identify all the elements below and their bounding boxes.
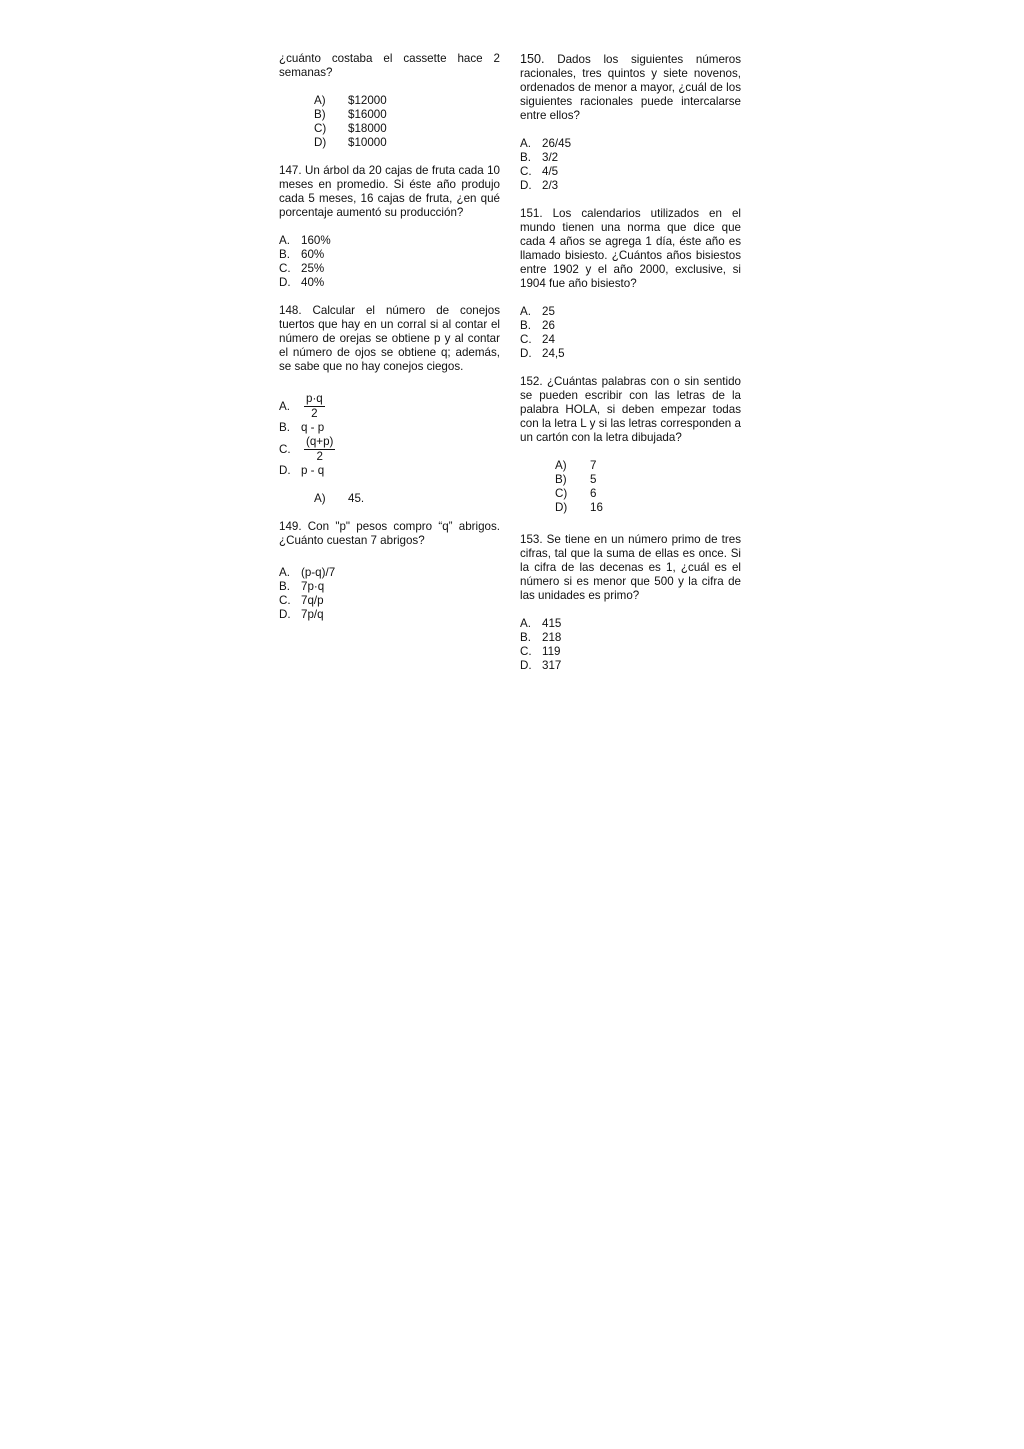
option-key: A. xyxy=(279,234,290,247)
option-key: D) xyxy=(555,501,568,514)
option-text: 317 xyxy=(542,659,562,672)
option-text: 218 xyxy=(542,631,562,644)
question-148-options xyxy=(279,392,500,478)
option-row xyxy=(279,262,500,276)
option-key: C. xyxy=(520,165,532,178)
question-151-options xyxy=(520,305,741,361)
option-text: 25% xyxy=(301,262,325,275)
option-row xyxy=(279,108,500,122)
option-key: D. xyxy=(520,347,532,360)
option-text: 2/3 xyxy=(542,179,559,192)
option-text: q - p xyxy=(301,421,325,434)
question-147: 147. Un árbol da 20 cajas de fruta cada 10 meses en promedio. Si éste año produjo cada 5 meses, 16 cajas de fruta, ¿en qué porcentaje aumentó su producción? xyxy=(279,164,500,219)
question-151: 151. Los calendarios utilizados en el mundo tienen una norma que dice que cada 4 años se agrega 1 día, éste año es llamado bisiesto. ¿Cuántos años bisiestos entre 1902 y el año 2000, exclusive, si 1904 fue año bisiesto? xyxy=(520,207,741,290)
option-row xyxy=(520,645,741,659)
option-row xyxy=(520,617,741,631)
question-150-options xyxy=(520,137,741,193)
option-text: 160% xyxy=(301,234,331,247)
option-row xyxy=(279,421,500,435)
option-row xyxy=(520,501,741,515)
option-key: D) xyxy=(314,136,327,149)
option-row xyxy=(279,136,500,150)
question-153-options xyxy=(520,617,741,673)
option-row xyxy=(520,473,741,487)
option-text: (p-q)/7 xyxy=(301,566,336,579)
option-key: B) xyxy=(314,108,326,121)
question-149-options xyxy=(279,566,500,622)
option-key: A. xyxy=(520,137,531,150)
fraction xyxy=(304,392,325,421)
fraction-numerator: p·q xyxy=(306,392,323,405)
option-text: 45. xyxy=(348,492,365,505)
option-text: $16000 xyxy=(348,108,387,121)
option-row xyxy=(279,392,500,421)
option-key: B. xyxy=(520,631,531,644)
option-key: C. xyxy=(279,594,291,607)
option-text: 16 xyxy=(590,501,603,514)
option-row xyxy=(279,435,500,464)
question-152: 152. ¿Cuántas palabras con o sin sentido se pueden escribir con las letras de la palabra HOLA, si deben empezar todas con la letra L y si las letras corresponden a un cartón con la letra dibujada? xyxy=(520,375,741,444)
option-text: 119 xyxy=(542,645,561,658)
option-key: C. xyxy=(279,262,291,275)
right-column xyxy=(520,52,741,687)
option-key: D. xyxy=(279,276,291,289)
option-text: 4/5 xyxy=(542,165,559,178)
question-number: 150. xyxy=(520,52,545,66)
option-key: B. xyxy=(520,151,531,164)
question-147-options xyxy=(279,234,500,290)
option-row xyxy=(520,165,741,179)
option-row xyxy=(520,151,741,165)
option-row xyxy=(279,248,500,262)
option-row xyxy=(279,122,500,136)
option-row xyxy=(520,631,741,645)
option-row xyxy=(279,234,500,248)
option-text: 7 xyxy=(590,459,597,472)
option-row xyxy=(520,347,741,361)
option-text: 415 xyxy=(542,617,562,630)
fraction xyxy=(304,435,335,464)
option-row xyxy=(279,492,500,506)
option-row xyxy=(520,659,741,673)
option-row xyxy=(520,137,741,151)
option-text: 24,5 xyxy=(542,347,565,360)
left-column xyxy=(279,52,500,636)
option-row xyxy=(279,594,500,608)
question-153: 153. Se tiene en un número primo de tres cifras, tal que la suma de ellas es once. Si la cifra de las decenas es 1, ¿cuál es el número si es menor que 500 y la cifra de las unidades es primo? xyxy=(520,533,741,602)
question-148-answer xyxy=(279,492,500,506)
option-text: p - q xyxy=(301,464,325,477)
question-146-tail: ¿cuánto costaba el cassette hace 2 semanas? xyxy=(279,52,500,79)
option-key: C) xyxy=(314,122,327,135)
option-row xyxy=(520,319,741,333)
question-148: 148. Calcular el número de conejos tuertos que hay en un corral si al contar el número de orejas se obtiene p y al contar el número de ojos se obtiene q; además, se sabe que no hay conejos ciegos. xyxy=(279,304,500,373)
question-152-options xyxy=(520,459,741,515)
option-key: C. xyxy=(520,333,532,346)
option-key: D. xyxy=(279,464,291,477)
question-150-text: Dados los siguientes números racionales, tres quintos y siete novenos, ordenados de menor a mayor, ¿cuál de los siguientes racionales puede intercalarse entre ellos? xyxy=(520,53,741,122)
option-row xyxy=(279,276,500,290)
option-key: A. xyxy=(279,566,290,579)
option-text: 25 xyxy=(542,305,555,318)
fraction-denominator: 2 xyxy=(316,450,323,463)
option-text: 26/45 xyxy=(542,137,572,150)
option-key: A. xyxy=(520,617,531,630)
option-row xyxy=(520,459,741,473)
option-text: $12000 xyxy=(348,94,387,107)
option-key: B. xyxy=(279,248,290,261)
option-text: 60% xyxy=(301,248,325,261)
option-key: A. xyxy=(520,305,531,318)
option-row xyxy=(520,305,741,319)
fraction-denominator: 2 xyxy=(311,407,318,420)
option-text: $10000 xyxy=(348,136,387,149)
option-text: $18000 xyxy=(348,122,387,135)
option-text: 3/2 xyxy=(542,151,559,164)
option-text: 40% xyxy=(301,276,325,289)
option-key: C) xyxy=(555,487,568,500)
option-key: C. xyxy=(279,442,291,456)
option-text: 5 xyxy=(590,473,597,486)
option-key: A) xyxy=(555,459,567,472)
option-row xyxy=(520,333,741,347)
option-row xyxy=(279,94,500,108)
option-key: D. xyxy=(520,179,532,192)
option-text: 7p/q xyxy=(301,608,324,621)
question-150 xyxy=(520,52,741,123)
option-key: B. xyxy=(520,319,531,332)
option-key: C. xyxy=(520,645,532,658)
option-key: B) xyxy=(555,473,567,486)
option-text: 24 xyxy=(542,333,555,346)
question-149: 149. Con "p" pesos compro “q” abrigos. ¿Cuánto cuestan 7 abrigos? xyxy=(279,520,500,547)
option-text: 7p·q xyxy=(301,580,325,593)
option-text: 6 xyxy=(590,487,597,500)
option-key: B. xyxy=(279,580,290,593)
option-row xyxy=(520,179,741,193)
option-text: 26 xyxy=(542,319,555,332)
option-key: B. xyxy=(279,421,290,434)
question-146-options xyxy=(279,94,500,150)
option-text: 7q/p xyxy=(301,594,324,607)
option-row xyxy=(279,464,500,478)
option-key: A. xyxy=(279,399,290,413)
option-row xyxy=(279,566,500,580)
option-row xyxy=(520,487,741,501)
option-row xyxy=(279,580,500,594)
fraction-numerator: (q+p) xyxy=(306,435,334,448)
option-row xyxy=(279,608,500,622)
option-key: A) xyxy=(314,94,326,107)
option-key: D. xyxy=(520,659,532,672)
option-key: A) xyxy=(314,492,326,505)
option-key: D. xyxy=(279,608,291,621)
